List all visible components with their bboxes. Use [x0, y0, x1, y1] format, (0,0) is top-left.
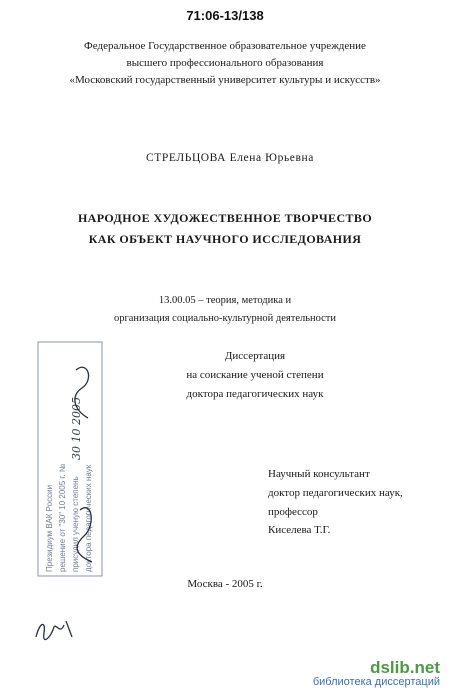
dissertation-degree-line: на соискание ученой степени [186, 369, 324, 381]
consultant-title: профессор [268, 506, 318, 518]
dslib-logo: dslib.net [370, 658, 440, 677]
dslib-watermark [313, 658, 440, 688]
consultant-name: Киселева Т.Г. [268, 524, 331, 536]
handwritten-mark-icon [32, 615, 78, 645]
approval-stamp [36, 340, 106, 580]
stamp-line-4: доктора педагогических наук [84, 464, 93, 572]
thesis-title-line-1: НАРОДНОЕ ХУДОЖЕСТВЕННОЕ ТВОРЧЕСТВО [77, 211, 373, 225]
institution-line-3: «Московский государственный университет культуры и искусств» [69, 74, 381, 86]
institution-line-1: Федеральное Государственное образовательное учреждение [84, 40, 366, 52]
consultant-degree: доктор педагогических наук, [268, 487, 403, 499]
institution-line-2: высшего профессионального образования [126, 57, 324, 69]
city-year: Москва - 2005 г. [187, 578, 263, 590]
dslib-caption: библиотека диссертаций [312, 676, 440, 688]
dissertation-degree-field: доктора педагогических наук [186, 388, 324, 400]
specialty-line-2: организация социально-культурной деятельности [113, 313, 337, 324]
stamp-line-1: Президиум ВАК России [45, 484, 54, 572]
consultant-label: Научный консультант [268, 468, 370, 480]
catalog-code: 71:06-13/138 [186, 8, 264, 23]
stamp-handwritten-date: 30 10 2005 [70, 397, 83, 460]
dissertation-heading: Диссертация [224, 350, 286, 362]
specialty-line-1: 13.00.05 – теория, методика и [158, 295, 292, 306]
stamp-frame-graphic [36, 340, 106, 580]
stamp-line-2: решение от "30" 10 2005 г. № [58, 463, 67, 572]
author-name: СТРЕЛЬЦОВА Елена Юрьевна [146, 152, 314, 164]
thesis-title-line-2: КАК ОБЪЕКТ НАУЧНОГО ИССЛЕДОВАНИЯ [88, 232, 362, 246]
stamp-line-3: присудил ученую степень [71, 476, 80, 572]
